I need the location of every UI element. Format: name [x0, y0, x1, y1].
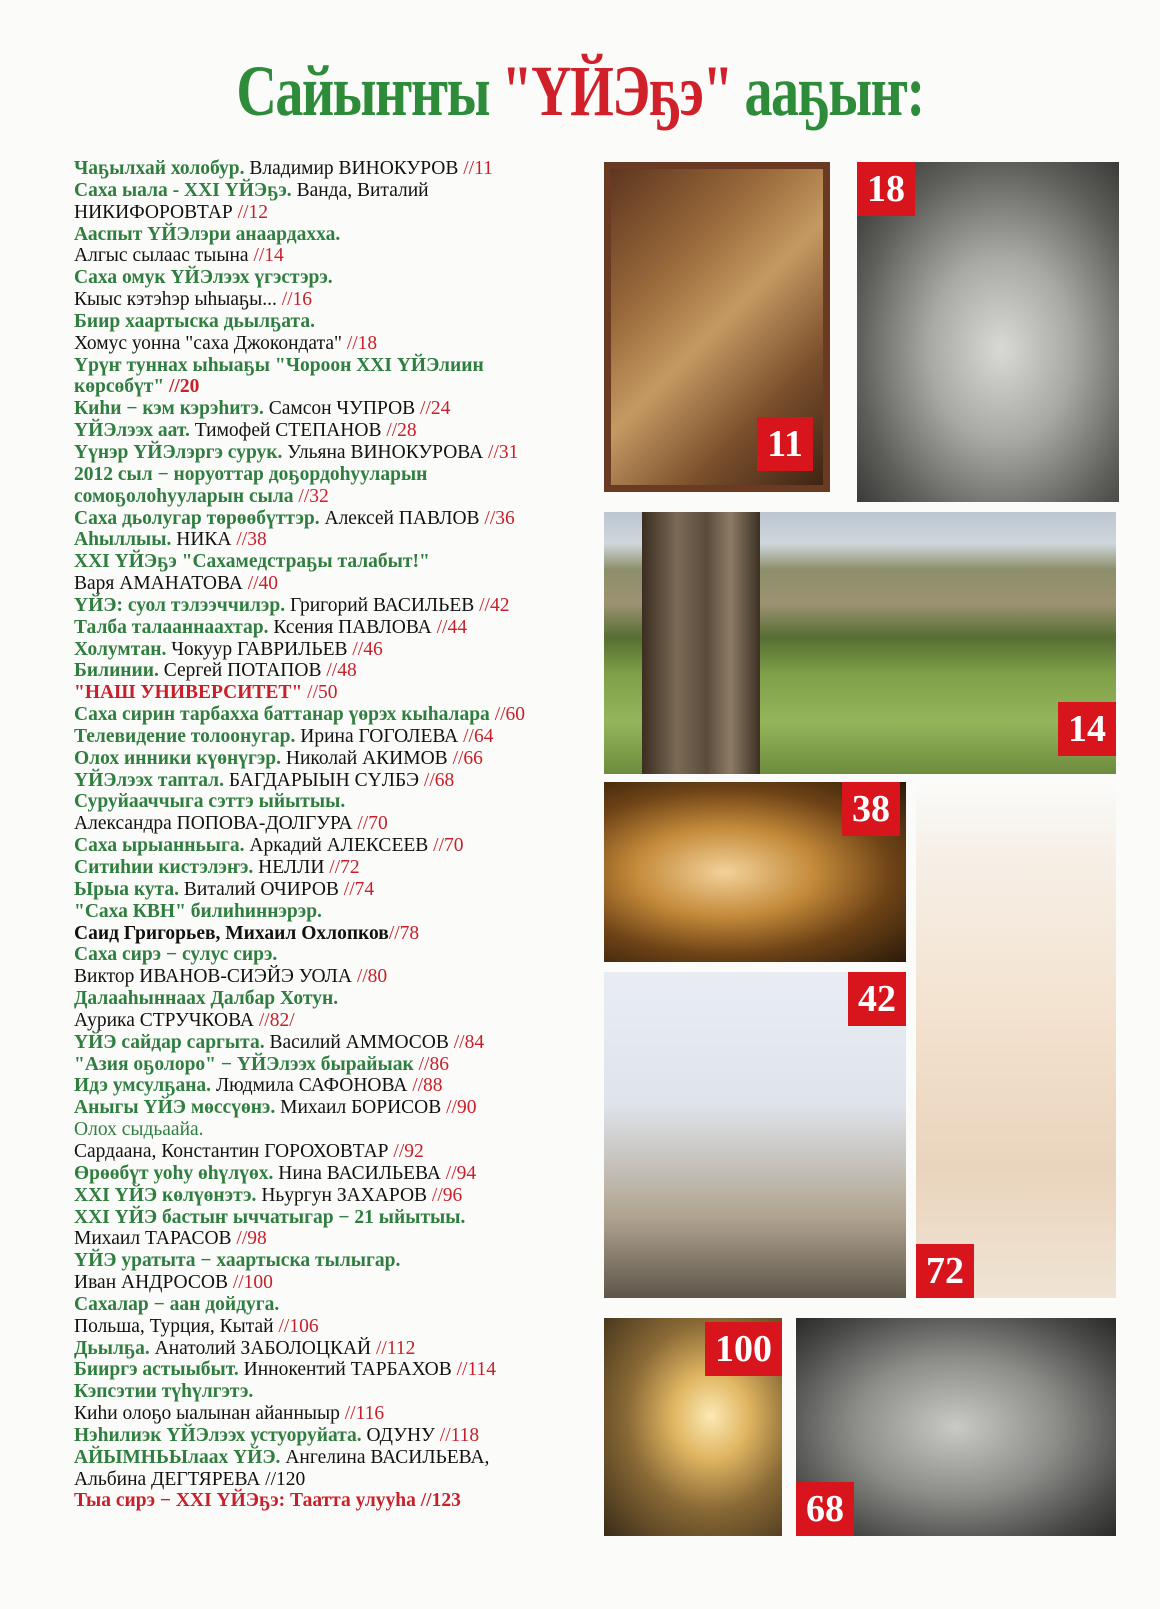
toc-page-ref: //50	[307, 682, 338, 704]
toc-line	[74, 1359, 614, 1381]
toc-text: 2012 сыл − норуоттар доҕордоһууларын	[74, 463, 428, 485]
toc-text: Людмила САФОНОВА	[211, 1075, 413, 1097]
toc-text: Кыыс кэтэһэр ыһыаҕы...	[74, 289, 282, 311]
toc-line	[74, 1054, 614, 1076]
toc-text: Тимофей СТЕПАНОВ	[189, 420, 387, 442]
toc-page-ref: //24	[420, 398, 451, 420]
toc-text: Саха ыала - XXI ҮЙЭҕэ.	[74, 179, 292, 201]
toc-page-ref: //31	[488, 441, 519, 463]
toc-page-ref: //66	[452, 747, 483, 769]
toc-line	[74, 1447, 614, 1469]
toc-text: Иван АНДРОСОВ	[74, 1272, 233, 1294]
toc-text: Ньургун ЗАХАРОВ	[256, 1184, 432, 1206]
toc-text: Үрүҥ туннах ыһыаҕы "Чороон XXI ҮЙЭлиин	[74, 354, 484, 376]
toc-text: Ангелина ВАСИЛЬЕВА,	[280, 1446, 490, 1468]
toc-text: Александра ПОПОВА-ДОЛГУРА	[74, 813, 358, 835]
page-title	[128, 50, 1033, 133]
toc-page-ref: //28	[386, 420, 417, 442]
toc-text: Холумтан.	[74, 638, 167, 660]
toc-page-ref: //14	[253, 245, 284, 267]
toc-page-ref: //80	[356, 966, 388, 988]
table-of-contents	[74, 158, 614, 1512]
toc-text: Виктор ИВАНОВ-СИЭЙЭ УОЛА	[74, 966, 357, 988]
toc-line	[74, 1490, 614, 1512]
toc-text: Алексей ПАВЛОВ	[319, 507, 485, 529]
toc-page-ref: Тыа сирэ − XXI ҮЙЭҕэ: Таатта улууһа //123	[74, 1490, 461, 1512]
toc-text: сомоҕолоһууларын сыла	[74, 485, 299, 507]
toc-line	[74, 944, 614, 966]
toc-text: Киһи − кэм кэрэһитэ.	[74, 398, 264, 420]
toc-text: Владимир ВИНОКУРОВ	[244, 158, 464, 179]
toc-page-ref: //90	[446, 1097, 477, 1119]
photo-sunset-tree	[604, 1318, 782, 1536]
toc-text: Польша, Турция, Кытай	[74, 1315, 279, 1337]
toc-line	[74, 770, 614, 792]
toc-line	[74, 267, 614, 289]
toc-line	[74, 617, 614, 639]
toc-text: XXI ҮЙЭ көлүөнэтэ.	[74, 1184, 257, 1206]
toc-page-ref: //12	[237, 201, 268, 223]
toc-line	[74, 595, 614, 617]
toc-line	[74, 1228, 614, 1250]
toc-line	[74, 311, 614, 333]
toc-line	[74, 704, 614, 726]
toc-text: Алгыс сылаас тыына	[74, 245, 254, 267]
toc-text: Анатолий ЗАБОЛОЦКАЙ	[149, 1337, 377, 1359]
toc-text: НИКИФОРОВТАР	[74, 201, 238, 223]
toc-line	[74, 1075, 614, 1097]
toc-line	[74, 508, 614, 530]
toc-text: "Азия оҕолоро" − ҮЙЭлээх бырайыак	[74, 1053, 419, 1075]
toc-text: Аркадий АЛЕКСЕЕВ	[244, 835, 434, 857]
toc-text: Үүнэр ҮЙЭлэргэ сурук.	[74, 441, 283, 463]
toc-line	[74, 923, 614, 945]
page-badge-18: 18	[857, 162, 915, 216]
toc-page-ref: //20	[169, 376, 200, 398]
toc-page-ref: //82/	[258, 1009, 295, 1031]
toc-line	[74, 1381, 614, 1403]
toc-text: Михаил БОРИСОВ	[275, 1097, 447, 1119]
toc-text: ҮЙЭ: суол тэлээччилэр.	[74, 594, 286, 616]
toc-text: АЙЫМНЬЫлаах ҮЙЭ.	[74, 1446, 281, 1468]
toc-line	[74, 158, 614, 180]
toc-text: Чаҕылхай холобур.	[74, 158, 245, 179]
photo-woman-dress	[916, 782, 1116, 1298]
toc-text: Далааһыннаах Далбар Хотун.	[74, 988, 339, 1010]
toc-text: XXI ҮЙЭҕэ "Сахамедстраҕы талабыт!"	[74, 551, 430, 573]
toc-text: Саха сирин тарбахха баттанар үөрэх кыһалара	[74, 704, 495, 726]
toc-line	[74, 660, 614, 682]
toc-text: Нэһилиэк ҮЙЭлээх устуоруйата.	[74, 1424, 362, 1446]
toc-page-ref: //38	[236, 529, 267, 551]
toc-text: НИКА	[171, 529, 237, 551]
toc-text: Талба талааннаахтар.	[74, 616, 269, 638]
toc-line	[74, 1294, 614, 1316]
toc-line	[74, 551, 614, 573]
toc-page-ref: //68	[423, 769, 455, 791]
toc-text: Дьылҕа.	[74, 1337, 150, 1359]
toc-page-ref: //112	[376, 1337, 416, 1359]
toc-page-ref: //94	[445, 1162, 477, 1184]
toc-line	[74, 245, 614, 267]
toc-text: НЕЛЛИ	[253, 857, 330, 878]
toc-page-ref: //96	[431, 1184, 463, 1206]
toc-page-ref: //70	[357, 813, 388, 835]
toc-text: Ирина ГОГОЛЕВА	[295, 725, 464, 747]
toc-page-ref: //98	[236, 1228, 267, 1250]
toc-line	[74, 289, 614, 311]
toc-text: Михаил ТАРАСОВ	[74, 1228, 237, 1250]
toc-text: XXI ҮЙЭ бастыҥ ыччатыгар − 21 ыйытыы.	[74, 1206, 466, 1228]
title-part-1: Сайыҥҥы	[236, 51, 502, 131]
toc-line	[74, 835, 614, 857]
toc-line	[74, 1250, 614, 1272]
toc-text: Саха сирэ − сулус сирэ.	[74, 944, 278, 966]
toc-page-ref: //36	[484, 507, 515, 529]
toc-text: Бииргэ астыыбыт.	[74, 1359, 239, 1381]
toc-page-ref: //16	[281, 289, 313, 311]
photo-family	[604, 162, 830, 492]
toc-page-ref: //46	[352, 638, 383, 660]
toc-page-ref: //18	[346, 332, 378, 354]
toc-line	[74, 529, 614, 551]
toc-page-ref: //116	[344, 1403, 385, 1425]
toc-text: Самсон ЧУПРОВ	[263, 398, 421, 420]
toc-text: Варя АМАНАТОВА	[74, 573, 248, 595]
toc-text: Суруйааччыга сэттэ ыйытыы.	[74, 791, 346, 813]
toc-line	[74, 901, 614, 923]
toc-text: Сардаана, Константин ГОРОХОВТАР	[74, 1140, 394, 1162]
toc-text: ҮЙЭлээх таптал.	[74, 769, 224, 791]
toc-text: Идэ умсулҕана.	[74, 1075, 212, 1097]
toc-page-ref: //78	[388, 922, 420, 944]
toc-line	[74, 1403, 614, 1425]
toc-line	[74, 791, 614, 813]
toc-text: Биир хаартыска дьылҕата.	[74, 310, 315, 332]
toc-text: Василий АММОСОВ	[264, 1031, 454, 1053]
toc-page-ref: //84	[453, 1031, 485, 1053]
toc-line	[74, 1097, 614, 1119]
toc-line	[74, 966, 614, 988]
toc-text: Аурика СТРУЧКОВА	[74, 1009, 259, 1031]
toc-line	[74, 464, 614, 486]
toc-text: Альбина ДЕГТЯРЕВА //120	[74, 1468, 306, 1490]
toc-page-ref: //40	[247, 573, 279, 595]
toc-text: Ванда, Виталий	[291, 179, 429, 201]
toc-line	[74, 726, 614, 748]
page-badge-11: 11	[757, 417, 813, 471]
toc-text: Саха омук ҮЙЭлээх үгэстэрэ.	[74, 267, 333, 289]
toc-line	[74, 879, 614, 901]
toc-text: Ситиһии кистэлэҥэ.	[74, 857, 254, 878]
toc-line	[74, 813, 614, 835]
toc-line	[74, 1425, 614, 1447]
toc-text: ҮЙЭ уратыта − хаартыска тылыгар.	[74, 1250, 401, 1272]
toc-line	[74, 988, 614, 1010]
toc-line	[74, 486, 614, 508]
toc-page-ref: //100	[232, 1272, 273, 1294]
toc-line	[74, 420, 614, 442]
page-badge-38: 38	[842, 782, 900, 836]
toc-line	[74, 376, 614, 398]
toc-text: Аһыллыы.	[74, 529, 172, 551]
toc-line	[74, 1010, 614, 1032]
toc-text: БАГДАРЫЫН СҮЛБЭ	[223, 769, 424, 791]
toc-text: Билинии.	[74, 660, 159, 682]
toc-text: Ксения ПАВЛОВА	[268, 616, 437, 638]
toc-line	[74, 1469, 614, 1491]
toc-line	[74, 1032, 614, 1054]
toc-text: ҮЙЭ сайдар саргыта.	[74, 1031, 265, 1053]
page-badge-68: 68	[796, 1482, 854, 1536]
toc-line	[74, 748, 614, 770]
toc-text: Ырыа кута.	[74, 878, 179, 900]
toc-page-ref: //106	[278, 1315, 319, 1337]
page-badge-100: 100	[705, 1322, 782, 1376]
toc-line	[74, 857, 614, 879]
toc-line	[74, 1272, 614, 1294]
toc-page-ref: //64	[463, 725, 494, 747]
toc-page-ref: //42	[479, 594, 510, 616]
toc-page-ref: //44	[436, 616, 467, 638]
toc-text: Григорий ВАСИЛЬЕВ	[285, 594, 480, 616]
toc-text: Аныгы ҮЙЭ мөссүөнэ.	[74, 1097, 276, 1119]
toc-text: көрсөбүт"	[74, 376, 170, 398]
toc-text: Чокуур ГАВРИЛЬЕВ	[166, 638, 353, 660]
toc-line	[74, 573, 614, 595]
photo-landscape-post	[604, 512, 1116, 774]
toc-text: Олох инники күөнүгэр.	[74, 747, 282, 769]
toc-line	[74, 202, 614, 224]
photo-singer-praying	[604, 782, 906, 962]
toc-page-ref: //70	[433, 835, 464, 857]
toc-page-ref: "НАШ УНИВЕРСИТЕТ"	[74, 682, 308, 704]
toc-page-ref: //72	[329, 857, 360, 878]
toc-text: Киһи олоҕо ыалынан айанныыр	[74, 1403, 345, 1425]
toc-line	[74, 224, 614, 246]
toc-line	[74, 1316, 614, 1338]
toc-text: Кэпсэтии түһүлгэтэ.	[74, 1381, 254, 1403]
toc-text: Саид Григорьев, Михаил Охлопков	[74, 922, 389, 944]
toc-line	[74, 180, 614, 202]
toc-text: Виталий ОЧИРОВ	[179, 878, 344, 900]
toc-page-ref: //92	[393, 1140, 424, 1162]
toc-line	[74, 1141, 614, 1163]
toc-line	[74, 639, 614, 661]
toc-text: ОДУНУ	[361, 1424, 440, 1446]
photo-woman-vintage	[857, 162, 1119, 502]
toc-text: Саха дьолугар төрөөбүттэр.	[74, 507, 320, 529]
page-badge-72: 72	[916, 1244, 974, 1298]
page-badge-42: 42	[848, 972, 906, 1026]
toc-line	[74, 1338, 614, 1360]
toc-text: Николай АКИМОВ	[281, 747, 453, 769]
photo-smiling-man	[604, 972, 906, 1298]
toc-line	[74, 1119, 614, 1141]
toc-page-ref: //32	[298, 485, 329, 507]
toc-text: Ульяна ВИНОКУРОВА	[282, 441, 489, 463]
title-part-3: ааҕыҥ:	[731, 51, 924, 131]
toc-page-ref: //74	[343, 878, 375, 900]
wooden-post	[642, 512, 760, 774]
toc-line	[74, 1185, 614, 1207]
toc-text: Иннокентий ТАРБАХОВ	[238, 1359, 457, 1381]
toc-page-ref: //11	[463, 158, 493, 179]
toc-page-ref: //114	[456, 1359, 497, 1381]
toc-text: ҮЙЭлээх аат.	[74, 420, 190, 442]
toc-line	[74, 442, 614, 464]
toc-text: Ааспыт ҮЙЭлэри анаардахха.	[74, 223, 341, 245]
page-badge-14: 14	[1058, 702, 1116, 756]
toc-text: Сахалар − аан дойдуга.	[74, 1293, 280, 1315]
toc-page-ref: //88	[412, 1075, 443, 1097]
toc-page-ref: //60	[494, 704, 526, 726]
toc-text: Нина ВАСИЛЬЕВА	[273, 1162, 446, 1184]
toc-text: Саха ырыанньыга.	[74, 835, 245, 857]
toc-page-ref: //48	[326, 660, 357, 682]
toc-text: Хомус уонна "саха Джокондата"	[74, 332, 347, 354]
toc-page-ref: //118	[439, 1424, 480, 1446]
toc-page-ref: //86	[418, 1053, 449, 1075]
toc-line	[74, 1163, 614, 1185]
toc-text: Өрөөбүт уоһу өһүлүөх.	[74, 1162, 274, 1184]
toc-line	[74, 1207, 614, 1229]
toc-line	[74, 682, 614, 704]
toc-text: Сергей ПОТАПОВ	[158, 660, 327, 682]
title-part-2: "ҮЙЭҕэ"	[501, 51, 732, 131]
toc-line	[74, 398, 614, 420]
toc-text: Телевидение толоонугар.	[74, 725, 296, 747]
toc-line	[74, 355, 614, 377]
toc-text: Олох сыдьаайа.	[74, 1119, 204, 1141]
toc-line	[74, 333, 614, 355]
photo-family-vintage	[796, 1318, 1116, 1536]
toc-text: "Саха КВН" билиһиннэрэр.	[74, 900, 322, 922]
